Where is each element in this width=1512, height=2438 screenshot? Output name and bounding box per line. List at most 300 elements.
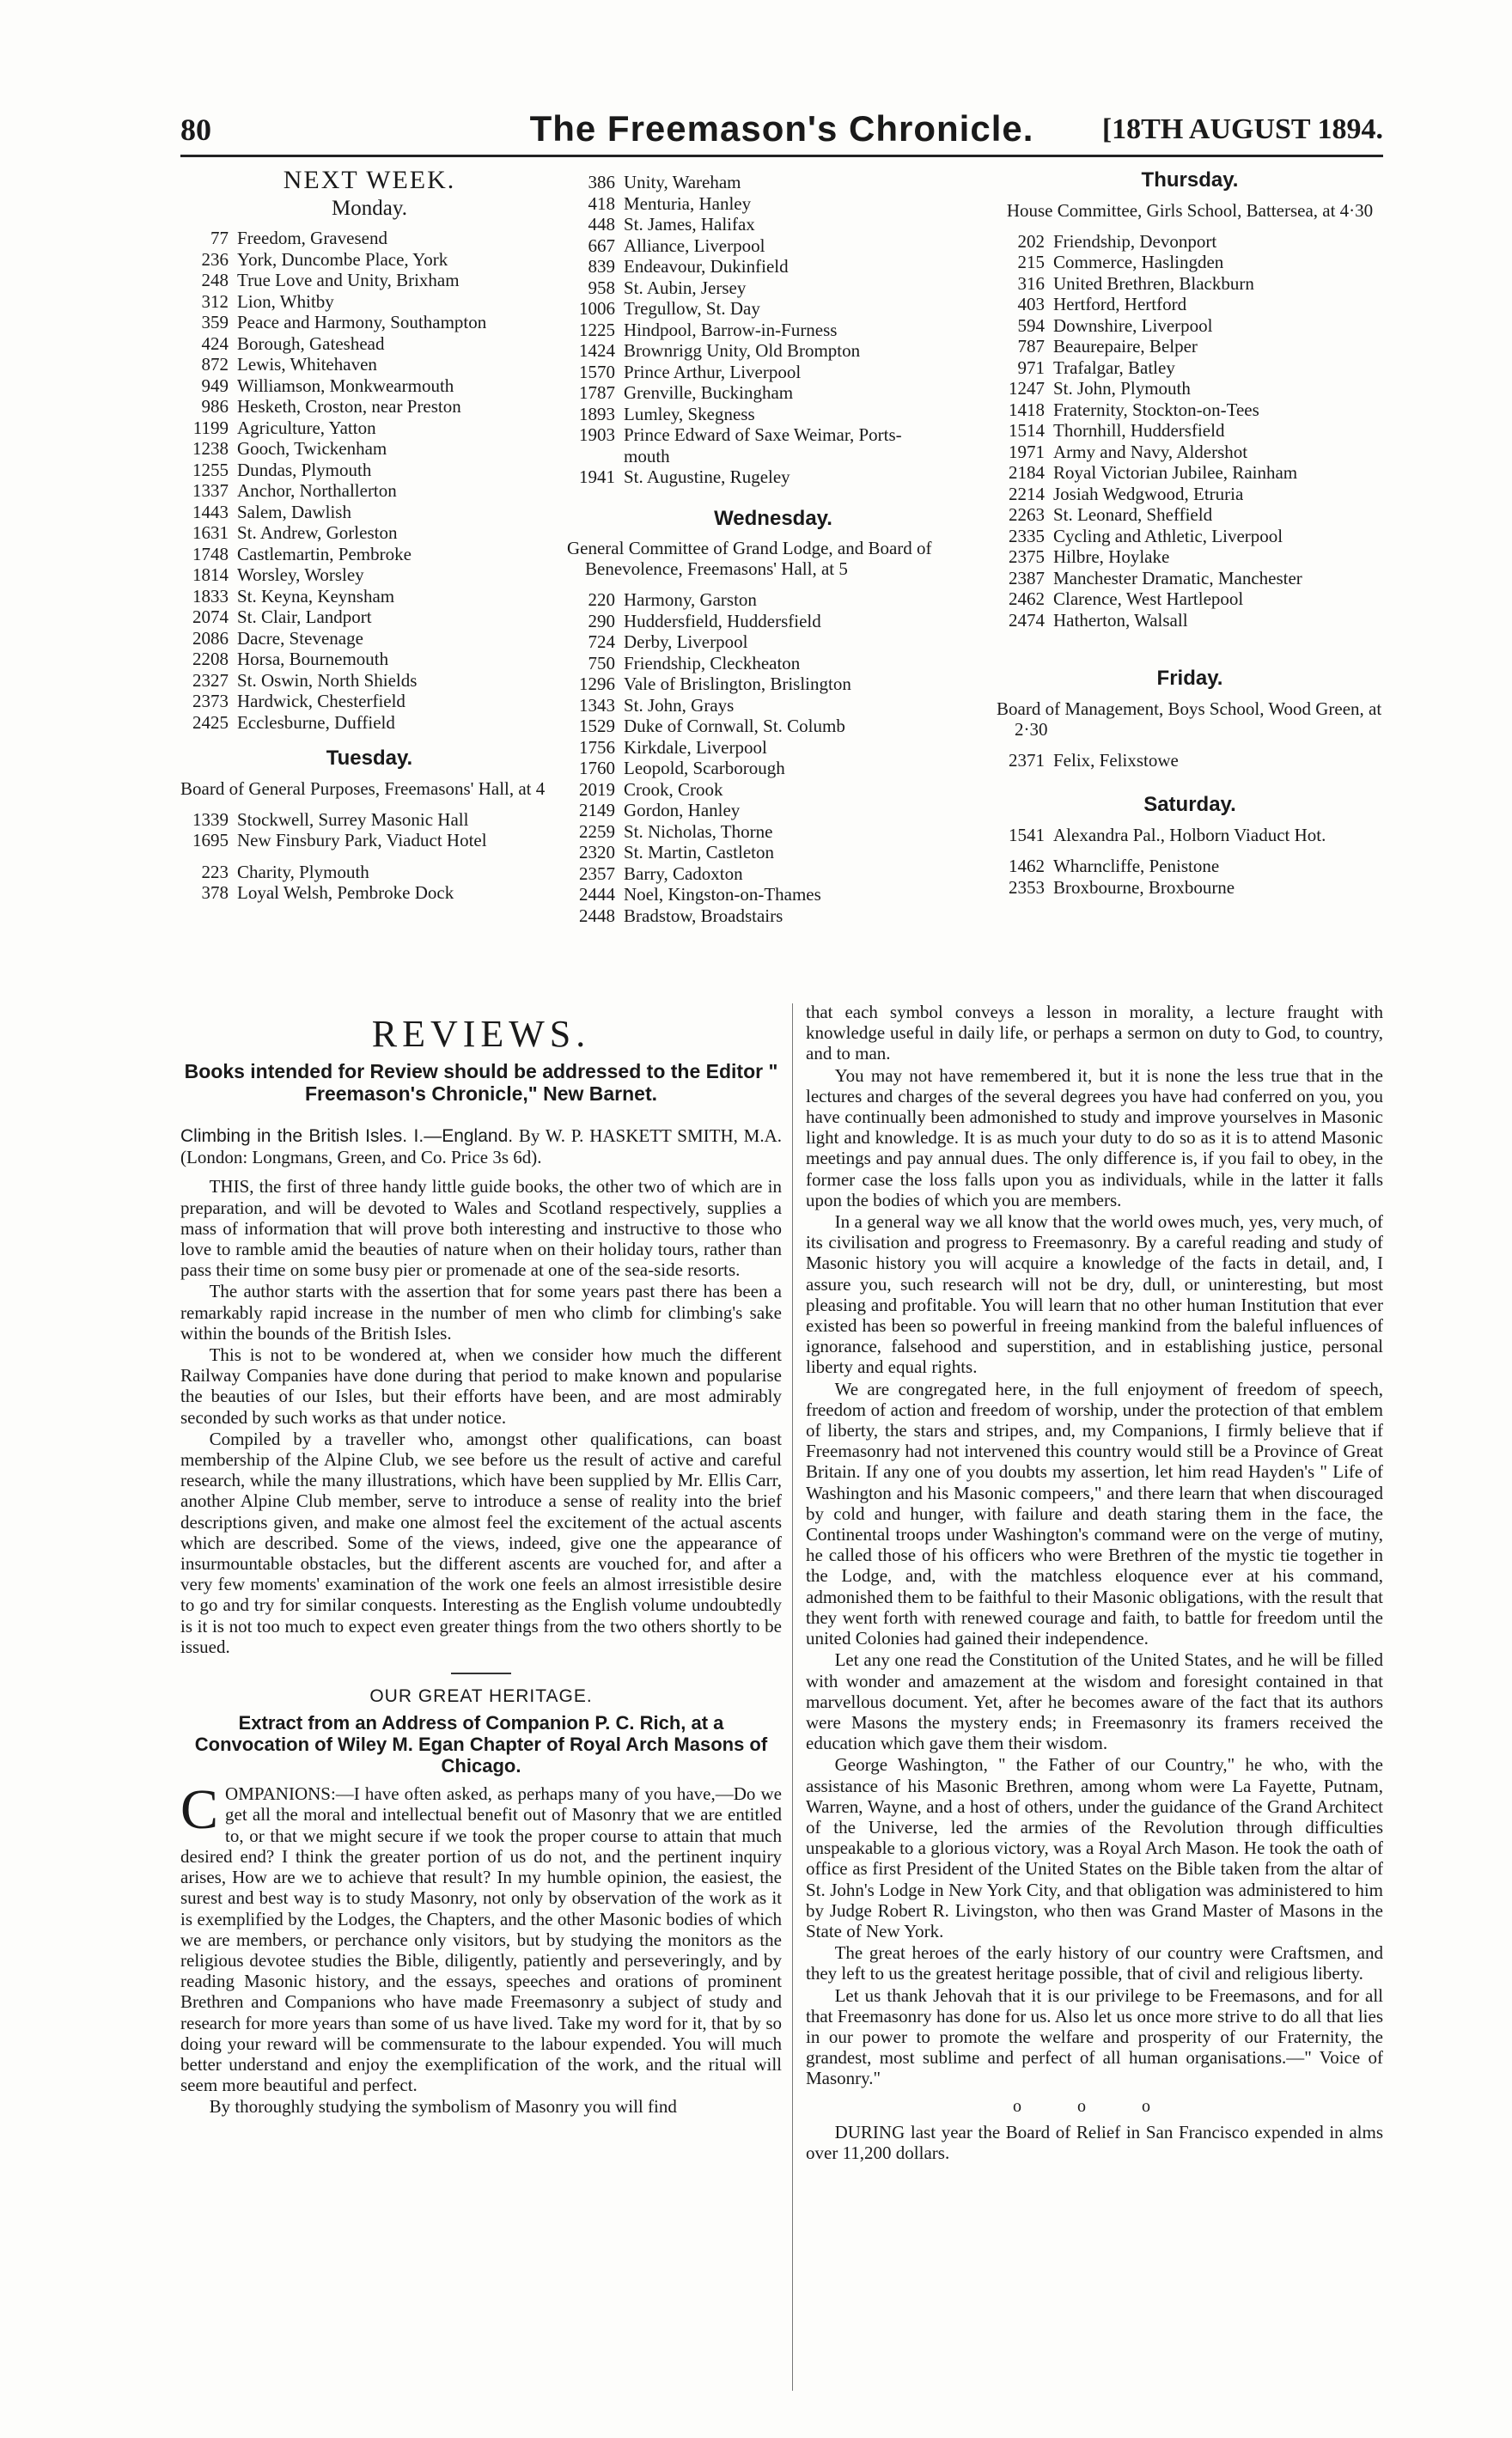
lodge-name: Grenville, Buckingham (624, 382, 794, 403)
lodge-entry (567, 695, 979, 716)
lodge-name: Fraternity, Stockton-on-Tees (1053, 399, 1259, 420)
heritage-first-paragraph (180, 1778, 782, 2096)
heritage-paragraph: Let any one read the Constitution of the United States, and he will be filled with wonder and amazement at the wisdom and foresight contained in that marvellous document. Yet, after he becomes aware of the fact that its authors were Masons the mystery ends; in Freemasonry its framers received the education which gave them their wisdom. (806, 1649, 1383, 1754)
lodge-entry (997, 252, 1383, 273)
lodge-entry (567, 256, 979, 277)
lodge-number: 949 (201, 375, 229, 396)
lodge-name: United Brethren, Blackburn (1053, 272, 1254, 294)
lodge-name: True Love and Unity, Brixham (237, 270, 460, 290)
heritage-extract-heading: Extract from an Address of Companion P. C. Rich, at a Convocation of Wiley M. Egan Chapter of Royal Arch Masons of Chicago. (194, 1712, 768, 1777)
lodge-number: 1893 (579, 403, 615, 424)
lodge-name: New Finsbury Park, Viaduct Hotel (237, 830, 487, 850)
lodge-number: 1541 (1009, 824, 1045, 845)
lodge-name: Stockwell, Surrey Masonic Hall (237, 808, 469, 830)
lodge-name: Alexandra Pal., Holborn Viaduct Hot. (1053, 824, 1326, 845)
lodge-entry (997, 273, 1383, 295)
lodge-number: 1247 (1009, 378, 1045, 399)
lodge-name: Freedom, Gravesend (237, 228, 387, 248)
lodge-entry (180, 544, 558, 565)
lodge-number: 1199 (192, 417, 229, 438)
lodge-name: Dacre, Stevenage (237, 627, 363, 649)
lodge-name: Salem, Dawlish (237, 501, 351, 522)
lodge-entry (997, 750, 1383, 771)
lodge-entry (567, 193, 979, 215)
lodge-entry (567, 863, 979, 885)
lodge-number: 77 (210, 228, 229, 248)
lodge-entry (180, 670, 558, 692)
lodge-entry (997, 442, 1383, 463)
masthead (180, 110, 1383, 153)
lodge-entry (180, 480, 558, 502)
lodge-number: 1238 (192, 438, 229, 459)
lodge-entry (567, 382, 979, 404)
heritage-paragraph: The great heroes of the early history of our country were Craftsmen, and they left to us the greatest heritage possible, that of civil and religious liberty. (806, 1942, 1383, 1984)
lodge-name: Manchester Dramatic, Manchester (1053, 567, 1302, 588)
lodge-name: Thornhill, Huddersfield (1053, 420, 1225, 441)
lodge-number: 1903 (579, 424, 615, 445)
lodge-entry (997, 399, 1383, 421)
lodge-name: Huddersfield, Huddersfield (624, 610, 821, 631)
lodge-number: 1833 (192, 585, 229, 606)
lodge-number: 1339 (192, 808, 229, 830)
lodge-number: 1424 (579, 340, 615, 361)
lodge-entry (180, 502, 558, 523)
lodge-entry (567, 800, 979, 821)
lodge-entry (997, 588, 1383, 610)
page-number: 80 (180, 113, 211, 147)
lodge-entry (567, 589, 979, 611)
lodge-number: 1971 (1009, 441, 1045, 462)
lodge-number: 290 (588, 610, 615, 631)
saturday-list (997, 825, 1383, 846)
lodge-entry (567, 653, 979, 674)
lodge-number: 1514 (1009, 420, 1045, 441)
lodge-entry (997, 856, 1383, 877)
lodge-entry (997, 231, 1383, 253)
lodge-name: Brownrigg Unity, Old Brompton (624, 340, 861, 361)
lodge-number: 2208 (192, 649, 229, 669)
lodge-name: Derby, Liverpool (624, 631, 748, 652)
lodge-name: Friendship, Cleckheaton (624, 652, 801, 673)
lodge-entry (567, 404, 979, 425)
wednesday-heading: Wednesday. (714, 506, 832, 530)
lodge-entry (567, 235, 979, 257)
lodge-name: Gooch, Twickenham (237, 438, 387, 459)
thursday-list (997, 231, 1383, 631)
lodge-entry (567, 779, 979, 801)
lodge-name: St. Martin, Castleton (624, 842, 774, 862)
lodge-entry (997, 546, 1383, 568)
lodge-entry (567, 466, 979, 488)
final-paragraph: DURING last year the Board of Relief in San Francisco expended in alms over 11,200 dollars. (806, 2121, 1383, 2163)
lodge-name: Bradstow, Broadstairs (624, 905, 783, 926)
lodge-name: Lewis, Whitehaven (237, 354, 377, 375)
lodge-name: Peace and Harmony, Southampton (237, 312, 487, 332)
publication-title: The Freemason's Chronicle. (529, 108, 1034, 149)
lodge-number: 787 (1017, 336, 1045, 357)
lodge-name: Royal Victorian Jubilee, Rainham (1053, 462, 1298, 483)
lodge-entry (180, 606, 558, 628)
lodge-name: Hindpool, Barrow-in-Furness (624, 319, 838, 340)
lodge-name: Agriculture, Yatton (237, 417, 376, 438)
lodge-entry (567, 424, 979, 446)
lodge-number: 2444 (579, 884, 615, 905)
lodge-name: Duke of Cornwall, St. Columb (624, 716, 845, 736)
lodge-name: Crook, Crook (624, 778, 723, 800)
lodge-name: Hardwick, Chesterfield (237, 691, 405, 711)
lodge-number: 2184 (1009, 462, 1045, 483)
heritage-paragraph: that each symbol conveys a lesson in morality, a lecture fraught with knowledge useful in daily life, or perhaps a sermon on duty to God, to country, and to man. (806, 1002, 1383, 1064)
lodge-name: Unity, Wareham (624, 172, 741, 192)
lodge-name: St. Aubin, Jersey (624, 277, 747, 298)
thursday-heading: Thursday. (1141, 168, 1239, 192)
friday-list (997, 750, 1383, 771)
lodge-name: St. Keyna, Keynsham (237, 585, 395, 606)
next-week-title: NEXT WEEK. (283, 166, 456, 194)
heritage-continued-column (806, 1002, 1383, 2164)
lodge-number: 594 (1017, 314, 1045, 336)
lodge-number: 1255 (192, 459, 229, 480)
lodge-name: Felix, Felixstowe (1053, 749, 1179, 771)
lodge-name: Williamson, Monkwearmouth (237, 375, 454, 396)
reviews-notice: Books intended for Review should be addressed to the Editor " Freemason's Chronicle," New Barnet. (184, 1060, 778, 1105)
lodge-name: Endeavour, Dukinfield (624, 256, 789, 277)
lodge-name: Hertford, Hertford (1053, 294, 1187, 314)
lodge-name: Beaurepaire, Belper (1053, 336, 1198, 357)
lodge-name: Borough, Gateshead (237, 332, 385, 354)
next-week-column-1 (180, 166, 558, 904)
lodge-name: Charity, Plymouth (237, 861, 369, 882)
lodge-entry (567, 298, 979, 320)
lodge-entry (997, 568, 1383, 589)
lodge-number: 1006 (579, 298, 615, 319)
lodge-number: 872 (201, 354, 229, 375)
lodge-entry (180, 564, 558, 586)
review-paragraph: The author starts with the assertion that for some years past there has been a remarkably rapid increase in the number of men who climb for climbing's sake within the bounds of the British Isles. (180, 1281, 782, 1344)
tuesday-list-2 (180, 862, 558, 904)
heritage-column-tail: By thoroughly studying the symbolism of Masonry you will find (209, 2096, 677, 2118)
tuesday-notice: Board of General Purposes, Freemasons' Hall, at 4 (180, 777, 546, 799)
lodge-name: Loyal Welsh, Pembroke Dock (237, 882, 454, 903)
book-credit: By W. P. HASKETT SMITH, M.A. (London: Longmans, Green, and Co. Price 3s 6d). (180, 1125, 783, 1168)
lodge-entry (180, 628, 558, 649)
lodge-entry (180, 862, 558, 883)
lodge-entry (997, 315, 1383, 337)
lodge-entry (180, 882, 558, 904)
lodge-entry (997, 294, 1383, 315)
lodge-name: St. John, Grays (624, 694, 735, 716)
lodge-number: 2320 (579, 842, 615, 862)
lodge-number: 667 (588, 235, 615, 256)
lodge-number: 223 (201, 861, 229, 882)
lodge-name: Vale of Brislington, Brislington (624, 673, 851, 694)
reviews-title: REVIEWS. (371, 1013, 591, 1055)
lodge-name: Ecclesburne, Duffield (237, 711, 395, 733)
lodge-entry (567, 758, 979, 779)
lodge-number: 236 (201, 248, 229, 270)
lodge-entry (567, 842, 979, 863)
lodge-entry (180, 586, 558, 607)
lodge-entry (567, 340, 979, 362)
lodge-name: Harmony, Garston (624, 589, 757, 610)
lodge-name: Menturia, Hanley (624, 192, 752, 214)
lodge-number: 448 (588, 214, 615, 235)
lodge-number: 986 (201, 396, 229, 417)
wednesday-notice: General Committee of Grand Lodge, and Board of Benevolence, Freemasons' Hall, at 5 (567, 538, 932, 579)
lodge-number: 312 (201, 290, 229, 312)
lodge-number: 2353 (1009, 876, 1045, 898)
lodge-number: 1343 (579, 694, 615, 716)
lodge-number: 202 (1017, 230, 1045, 252)
lodge-entry (567, 631, 979, 653)
lodge-number: 248 (201, 270, 229, 290)
lodge-number: 750 (588, 652, 615, 673)
first-paragraph-text: OMPANIONS:—I have often asked, as perhaps many of you have,—Do we get all the moral and intellectual benefit out of Masonry that we are entitled to, or that we might secure if we took the proper course to attain that much desired end? I think the greater portion of us do not, and the pertinent inquiry arises, How are we to achieve that result? In my humble opinion, the easiest, the surest and best way is to study Masonry, not only by observation of the work as it is exemplified by the Lodges, the Chapters, and the other Masonic bodies of which we are members, or perchance only visitors, but by studying the monitors as the religious devotee studies the Bible, diligently, patiently and perseveringly, and by reading Masonic history, and the essays, speeches and orations of prominent Brethren and Companions who have made Freemasonry a subject of study and research for more years than some of us have lived. Take my word for it, that by so doing your reward will be commensurate to the labour expended. You will much better understand and enjoy the exemplification of the work, and the ritual will seem more beautiful and perfect. (180, 1783, 782, 2096)
lodge-entry (180, 354, 558, 375)
lodge-name: St. Augustine, Rugeley (624, 466, 790, 487)
lodge-number: 215 (1017, 252, 1045, 272)
lodge-entry (180, 396, 558, 418)
lodge-number: 316 (1017, 272, 1045, 294)
lodge-entry (567, 277, 979, 299)
lodge-number: 2373 (192, 691, 229, 711)
ornament: o o o (1013, 2096, 1176, 2116)
lodge-name: Army and Navy, Aldershot (1053, 441, 1248, 462)
review-paragraph: This is not to be wondered at, when we consider how much the different Railway Companies have done during that period to make known and popularise the beauties of our Isles, but their efforts have been, and are most admirably seconded by such works as that under notice. (180, 1344, 782, 1428)
lodge-name: Downshire, Liverpool (1053, 314, 1213, 336)
review-paragraph: THIS, the first of three handy little guide books, the other two of which are in preparation, and will be devoted to Wales and Scotland respectively, supplies a mass of information that will prove both interesting and instructive to those who love to ramble amid the beauties of nature when on their holiday tours, rather than pass their time on some busy pier or promenade at one of the sea-side resorts. (180, 1176, 782, 1281)
lodge-number: 1225 (579, 319, 615, 340)
lodge-entry (567, 673, 979, 695)
lodge-number: 2357 (579, 862, 615, 884)
lodge-number: 1337 (192, 480, 229, 501)
lodge-name: St. Clair, Landport (237, 606, 372, 627)
lodge-number: 971 (1017, 357, 1045, 378)
book-title: Climbing in the British Isles. I.—England. (180, 1126, 514, 1146)
lodge-number: 378 (201, 882, 229, 903)
lodge-number: 2263 (1009, 504, 1045, 525)
lodge-entry (180, 712, 558, 734)
lodge-number: 2375 (1009, 546, 1045, 567)
lodge-name: Barry, Cadoxton (624, 862, 743, 884)
tuesday-list (180, 809, 558, 851)
lodge-name: St. Nicholas, Thorne (624, 820, 773, 842)
lodge-name: Prince Arthur, Liverpool (624, 361, 802, 382)
lodge-number: 359 (201, 312, 229, 332)
lodge-number: 2371 (1009, 749, 1045, 771)
lodge-number: 2086 (192, 627, 229, 649)
lodge-number: 958 (588, 277, 615, 298)
lodge-entry (997, 378, 1383, 399)
heritage-paragraph: George Washington, " the Father of our Country," he who, with the assistance of his Masonic Brethren, among whom were La Fayette, Putnam, Warren, Wayne, and a host of others, under the guidance of the Grand Architect of the Universe, led the armies of the Revolution through difficulties unspeakable to a glorious victory, was a Royal Arch Mason. He took the oath of office as first President of the United States on the Bible taken from the altar of St. John's Lodge in New York City, and that obligation was administered to him by Judge Robert R. Livingston, who then was Grand Master of Masons in the State of New York. (806, 1754, 1383, 1941)
lodge-number: 2448 (579, 905, 615, 926)
lodge-number: 1418 (1009, 399, 1045, 420)
review-body (180, 1176, 782, 1657)
lodge-name: Lumley, Skegness (624, 403, 755, 424)
lodge-name: Clarence, West Hartlepool (1053, 588, 1244, 609)
lodge-name: Hesketh, Croston, near Preston (237, 396, 461, 417)
lodge-entry (997, 526, 1383, 547)
lodge-number: 1695 (192, 830, 229, 850)
lodge-entry (997, 420, 1383, 442)
lodge-number: 2214 (1009, 483, 1045, 504)
lodge-entry (180, 522, 558, 544)
book-heading (180, 1125, 782, 1167)
lodge-entry (567, 362, 979, 383)
lodge-number: 403 (1017, 294, 1045, 314)
lodge-entry (567, 716, 979, 737)
lodge-name: Wharncliffe, Penistone (1053, 856, 1220, 876)
tuesday-heading: Tuesday. (326, 747, 413, 770)
lodge-entry (180, 830, 558, 851)
lodge-number: 724 (588, 631, 615, 652)
friday-heading: Friday. (1156, 667, 1223, 690)
lodge-entry (567, 884, 979, 905)
lodge-number: 2474 (1009, 609, 1045, 631)
lodge-entry (567, 611, 979, 632)
lodge-number: 1570 (579, 361, 615, 382)
lodge-number: 220 (588, 589, 615, 610)
lodge-name: St. James, Halifax (624, 214, 755, 235)
lodge-entry (180, 691, 558, 712)
lodge-entry (180, 460, 558, 481)
next-week-column-2 (567, 172, 979, 926)
lodge-entry (180, 228, 558, 249)
reviews-column (180, 1125, 782, 2118)
heritage-paragraph: We are congregated here, in the full enjoyment of freedom of speech, freedom of action and freedom of worship, under the protection of that emblem of liberty, the stars and stripes, and, my Companions, I firmly believe that if Freemasonry had not intervened this country would still be a Province of Great Britain. If any one of you doubts my assertion, let him read Hayden's " Life of Washington and his Masonic compeers," and there learn that when discouraged by cold and hunger, with failure and death staring them in the face, the Continental troops under Washington's command were on the verge of mutiny, he called those of his officers who were Brethren of the mystic tie together in the Lodge, and, with the matchless eloquence ever at his command, admonished them to be faithful to their Masonic obligations, with the result that they went forth with renewed courage and faith, to battle for freedom until the united Colonies had gained their independence. (806, 1378, 1383, 1649)
lodge-name: St. Leonard, Sheffield (1053, 504, 1213, 525)
lodge-name: mouth (624, 445, 670, 466)
lodge-number: 386 (588, 172, 615, 192)
issue-date: [18TH AUGUST 1894. (1101, 113, 1383, 145)
lodge-number: 1462 (1009, 856, 1045, 876)
lodge-entry (567, 737, 979, 759)
lodge-entry (997, 336, 1383, 357)
lodge-entry (567, 446, 979, 467)
masthead-rule (180, 155, 1383, 157)
saturday-heading: Saturday. (1143, 793, 1236, 816)
lodge-name: St. Andrew, Gorleston (237, 522, 398, 543)
lodge-number: 839 (588, 256, 615, 277)
lodge-entry (567, 172, 979, 193)
friday-notice: Board of Management, Boys School, Wood Green, at 2·30 (997, 698, 1382, 740)
lodge-number: 1631 (192, 522, 229, 543)
lodge-name: Commerce, Haslingden (1053, 252, 1224, 272)
lodge-name: Friendship, Devonport (1053, 230, 1217, 252)
column-divider (792, 1003, 793, 2391)
lodge-name: Dundas, Plymouth (237, 459, 372, 480)
heritage-paragraph: Let us thank Jehovah that it is our privilege to be Freemasons, and for all that Freemasonry has done for us. Also let us once more strive to do all that lies in our power to promote the welfare and prosperity of our Fraternity, the grandest, most sublime and perfect of all human organisations.—" Voice of Masonry." (806, 1984, 1383, 2089)
lodge-number: 2387 (1009, 567, 1045, 588)
lodge-name: Kirkdale, Liverpool (624, 736, 767, 758)
thursday-notice: House Committee, Girls School, Battersea, at 4·30 (1006, 199, 1374, 221)
lodge-number: 1443 (192, 501, 229, 522)
lodge-entry (567, 905, 979, 927)
section-divider (451, 1673, 511, 1674)
monday-heading: Monday. (332, 196, 407, 220)
lodge-name: Prince Edward of Saxe Weimar, Ports- (624, 424, 902, 445)
lodge-name: Hatherton, Walsall (1053, 609, 1188, 631)
lodge-name: Josiah Wedgwood, Etruria (1053, 483, 1244, 504)
lodge-entry (180, 270, 558, 291)
lodge-entry (997, 825, 1383, 846)
lodge-name: Worsley, Worsley (237, 564, 364, 585)
lodge-entry (567, 821, 979, 843)
lodge-entry (180, 291, 558, 313)
lodge-number: 1760 (579, 758, 615, 778)
lodge-number: 1748 (192, 543, 229, 564)
lodge-entry (180, 649, 558, 670)
monday-list (180, 228, 558, 733)
lodge-number: 1941 (579, 466, 615, 487)
lodge-entry (997, 484, 1383, 505)
lodge-number: 1787 (579, 382, 615, 403)
lodge-number: 1814 (192, 564, 229, 585)
lodge-number: 1529 (579, 716, 615, 736)
wednesday-list (567, 589, 979, 926)
lodge-entry (997, 357, 1383, 379)
drop-cap: C (180, 1778, 219, 1842)
lodge-name: Leopold, Scarborough (624, 758, 785, 778)
lodge-name: Castlemartin, Pembroke (237, 543, 412, 564)
lodge-name: Lion, Whitby (237, 290, 334, 312)
heritage-paragraph: In a general way we all know that the world owes much, yes, very much, of its civilisation and progress to Freemasonry. By a careful reading and study of Masonic history you will acquire a knowledge of the facts in detail, and, I assure you, such research will not be dry, dull, or uninteresting, but most pleasing and profitable. You will learn that no other human Institution that ever existed has been so powerful in freeing mankind from the baleful influences of ignorance, falsehood and superstition, and in establishing justice, personal liberty and equal rights. (806, 1211, 1383, 1378)
lodge-entry (180, 333, 558, 355)
lodge-name: Tregullow, St. Day (624, 298, 760, 319)
lodge-name: York, Duncombe Place, York (237, 248, 448, 270)
lodge-name: Broxbourne, Broxbourne (1053, 876, 1235, 898)
lodge-number: 424 (201, 332, 229, 354)
lodge-number: 2074 (192, 606, 229, 627)
lodge-entry (567, 214, 979, 235)
lodge-number: 2149 (579, 800, 615, 820)
lodge-entry (997, 877, 1383, 899)
next-week-column-3 (997, 170, 1383, 898)
lodge-name: St. Oswin, North Shields (237, 669, 418, 691)
heritage-continued-body (806, 1002, 1383, 2089)
lodge-number: 418 (588, 192, 615, 214)
heritage-title: OUR GREAT HERITAGE. (369, 1686, 593, 1707)
lodge-number: 1296 (579, 673, 615, 694)
lodge-entry (997, 462, 1383, 484)
review-paragraph: Compiled by a traveller who, amongst other qualifications, can boast membership of the Alpine Club, we see before us the result of active and careful research, while the many illustrations, which have been supplied by Mr. Ellis Carr, another Alpine Club member, serve to introduce a sense of reality into the brief descriptions given, and make one almost feel the excitement of the actual ascents which are described. Some of the views, indeed, give one the appearance of insurmountable obstacles, but the different ascents are vouched for, and after a very few moments' examination of the work one feels an almost irresistible desire to go and try for similar conquests. Interesting as the English volume undoubtedly is it is not too much to expect even greater things from the two others shortly to be issued. (180, 1428, 782, 1657)
lodge-number: 2019 (579, 778, 615, 800)
lodge-entry (180, 438, 558, 460)
lodge-number: 2335 (1009, 525, 1045, 546)
lodge-name: Noel, Kingston-on-Thames (624, 884, 821, 905)
lodge-entry (567, 320, 979, 341)
lodge-entry (180, 312, 558, 333)
lodge-entry (180, 375, 558, 397)
lodge-name: Trafalgar, Batley (1053, 357, 1175, 378)
saturday-list-2 (997, 856, 1383, 898)
heritage-paragraph: You may not have remembered it, but it is none the less true that in the lectures and charges of the several degrees you have had conferred on you, you have continually been admonished to study and improve yourselves in Masonic light and knowledge. It is as much your duty to do so as it is to attend Masonic meetings and pay annual dues. The only difference is, if you fail to obey, in the former case the loss falls upon you as individuals, while in the latter it falls upon the bodies of which you are members. (806, 1064, 1383, 1210)
lodge-number: 1756 (579, 736, 615, 758)
lodge-number: 2327 (192, 669, 229, 691)
lodge-name: Horsa, Bournemouth (237, 649, 389, 669)
lodge-number: 2462 (1009, 588, 1045, 609)
lodge-number: 2259 (579, 820, 615, 842)
lodge-entry (997, 610, 1383, 631)
lodge-name: Hilbre, Hoylake (1053, 546, 1170, 567)
lodge-name: Gordon, Hanley (624, 800, 741, 820)
lodge-entry (180, 249, 558, 271)
lodge-number: 2425 (192, 711, 229, 733)
lodge-entry (997, 504, 1383, 526)
lodge-name: Cycling and Athletic, Liverpool (1053, 525, 1283, 546)
monday-continued-list (567, 172, 979, 488)
lodge-entry (180, 418, 558, 439)
